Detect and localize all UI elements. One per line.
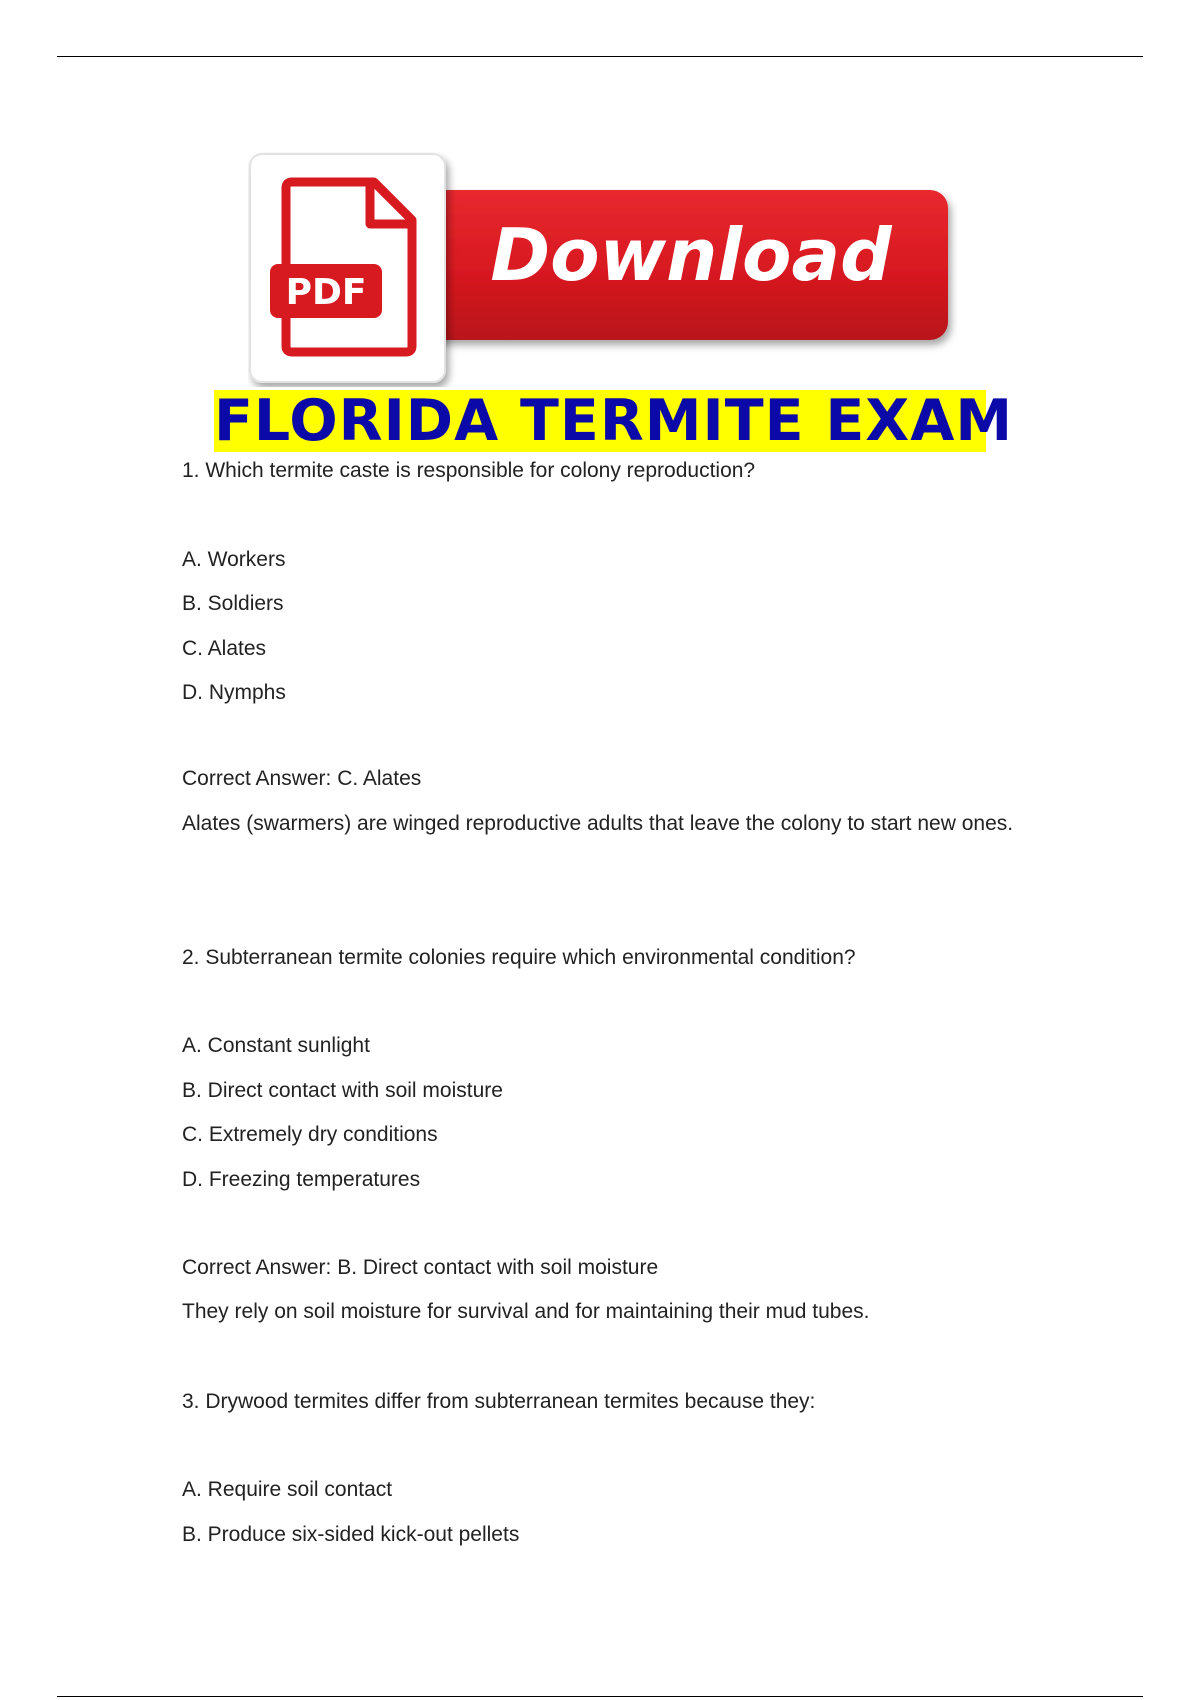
q2-explanation: They rely on soil moisture for survival and for maintaining their mud tubes. [182,1300,870,1323]
q1-option-d: D. Nymphs [182,681,286,704]
question-2: 2. Subterranean termite colonies require which environmental condition? [182,946,856,969]
download-label: Download [490,213,892,297]
q1-explanation: Alates (swarmers) are winged reproductive adults that leave the colony to start new ones. [182,812,1014,835]
exam-title: FLORIDA TERMITE EXAM [214,388,1014,454]
q2-option-c: C. Extremely dry conditions [182,1123,438,1146]
q3-option-b: B. Produce six-sided kick-out pellets [182,1523,520,1546]
question-3: 3. Drywood termites differ from subterranean termites because they: [182,1390,816,1413]
pdf-download-banner[interactable] [248,152,958,387]
top-rule [57,56,1143,57]
pdf-icon-label: PDF [285,272,367,313]
q2-option-a: A. Constant sunlight [182,1034,370,1057]
bottom-rule [57,1696,1143,1697]
q2-option-b: B. Direct contact with soil moisture [182,1079,503,1102]
q2-option-d: D. Freezing temperatures [182,1168,421,1191]
q1-correct-answer: Correct Answer: C. Alates [182,767,422,790]
q1-option-c: C. Alates [182,637,267,660]
q1-option-b: B. Soldiers [182,592,284,615]
q1-option-a: A. Workers [182,548,286,571]
q2-correct-answer: Correct Answer: B. Direct contact with soil moisture [182,1256,659,1279]
question-1: 1. Which termite caste is responsible for colony reproduction? [182,459,756,482]
pdf-download-graphic [248,152,958,387]
q3-option-a: A. Require soil contact [182,1478,393,1501]
